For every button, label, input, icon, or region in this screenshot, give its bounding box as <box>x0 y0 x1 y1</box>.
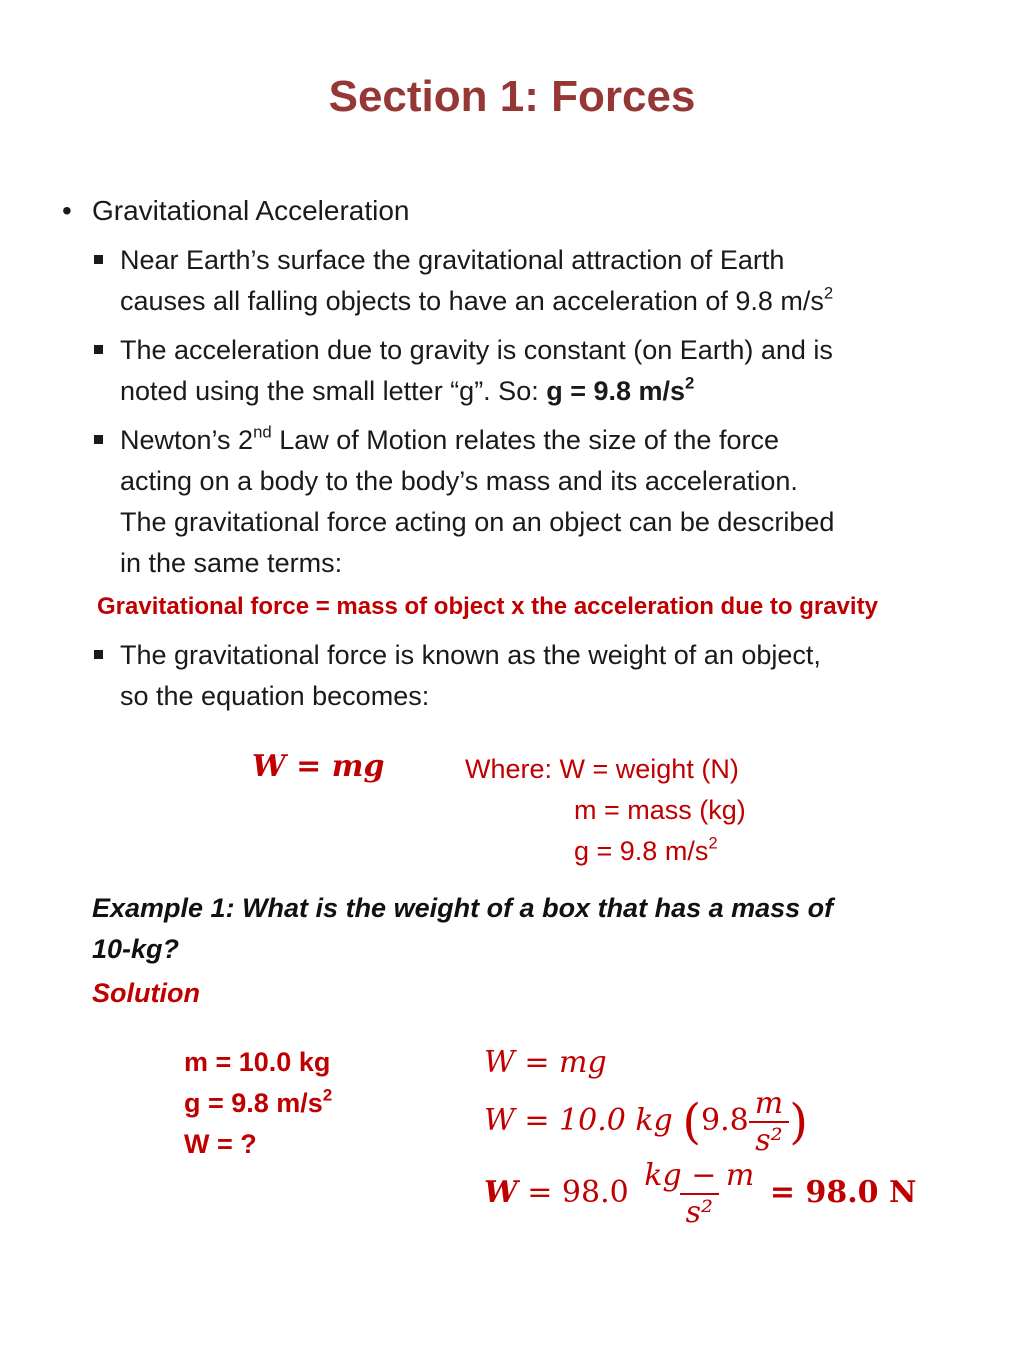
square-bullet-icon <box>94 650 103 659</box>
math-step-3: W = 98.0 $\frac{kg - m}{\text{s²}}$ = 98.0 N <box>484 1158 917 1230</box>
example-line2: 10-kg? <box>92 934 180 964</box>
where-line-gravity: g = 9.8 $m/s^2$ <box>574 833 718 866</box>
example-line1: Example 1: What is the weight of a box that has a mass of <box>92 893 834 923</box>
solution-label: Solution <box>92 978 200 1008</box>
slide-title: Section 1: Forces <box>328 72 696 121</box>
weight-equation: W = mg <box>252 749 385 784</box>
bullet-dot-icon: • <box>62 195 72 226</box>
math-step-1: W = mg <box>484 1045 607 1080</box>
gravitational-force-definition: Gravitational force = mass of object x the acceleration due to gravity <box>97 593 878 620</box>
sub-bullet-2 <box>94 330 974 412</box>
given-values <box>184 1042 332 1165</box>
square-bullet-icon <box>94 435 103 444</box>
sub2-line2: noted using the small letter “g”. So: g = 9.8 $m/s^2$ <box>120 373 695 406</box>
given-weight: W = ? <box>184 1129 257 1159</box>
sub-bullet-4 <box>94 635 974 717</box>
where-line-mass: m = mass (kg) <box>574 795 746 825</box>
square-bullet-icon <box>94 255 103 264</box>
sub4-line2: so the equation becomes: <box>120 681 430 711</box>
open-paren: ( <box>682 1094 702 1150</box>
sub4-line1: The gravitational force is known as the weight of an object, <box>120 640 821 670</box>
fraction-m-s2: $\frac{m}{\text{s²}}$ <box>749 1086 789 1158</box>
given-mass: m = 10.0 kg <box>184 1047 331 1077</box>
example-question <box>92 888 952 970</box>
sub3-line2: acting on a body to the body’s mass and its acceleration. <box>120 466 798 496</box>
fraction-kg-m-s2: $\frac{kg - m}{\text{s²}}$ <box>644 1158 755 1230</box>
sub2-line1: The acceleration due to gravity is constant (on Earth) and is <box>120 335 833 365</box>
sub3-line4: in the same terms: <box>120 548 343 578</box>
sub-bullet-1 <box>94 240 974 322</box>
math-step-2: W = 10.0 kg (9.8 $\frac{m}{\text{s²}}$ ) <box>484 1086 808 1158</box>
given-gravity: g = 9.8 $m/s^2$ <box>184 1085 333 1118</box>
sub-bullet-3 <box>94 420 974 584</box>
where-legend <box>465 749 746 872</box>
square-bullet-icon <box>94 345 103 354</box>
sub1-line2: causes all falling objects to have an acceleration of 9.8 $m/s^2$ <box>120 283 834 316</box>
sub1-line1: Near Earth’s surface the gravitational attraction of Earth <box>120 245 785 275</box>
sub3-line3: The gravitational force acting on an object can be described <box>120 507 835 537</box>
sub3-line1: Newton’s 2nd Law of Motion relates the size of the force <box>120 422 779 455</box>
bullet-text: Gravitational Acceleration <box>92 195 410 226</box>
close-paren: ) <box>789 1094 808 1150</box>
where-line-weight: Where: W = weight (N) <box>465 754 739 784</box>
